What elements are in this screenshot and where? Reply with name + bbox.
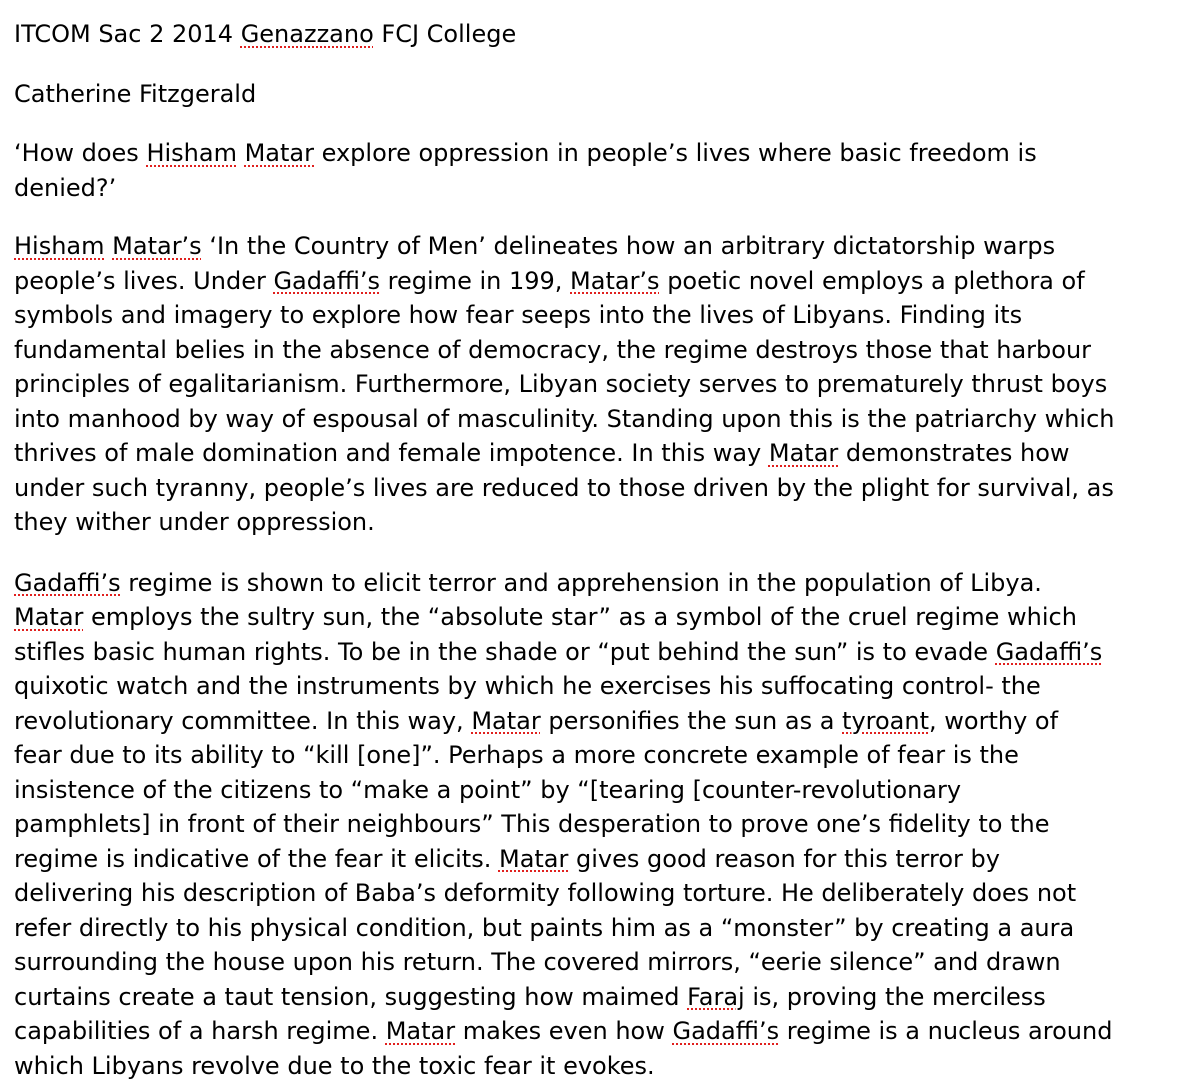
spellcheck-word: Matar’s [570,266,660,295]
paragraph-line: quixotic watch and the instruments by which he exercises his suffocating control- the [14,672,1041,700]
paragraph-line: fear due to its ability to “kill [one]”. Perhaps a more concrete example of fear is the [14,741,1019,769]
essay-question-line-2: denied?’ [14,173,117,202]
paragraph-line: fundamental belies in the absence of democracy, the regime destroys those that harbour [14,335,1092,364]
paragraph-line: which Libyans revolve due to the toxic fear it evokes. [14,1051,655,1080]
paragraph-line: regime is indicative of the fear it elicits. Matar gives good reason for this terror by [14,844,1000,873]
spellcheck-word: Gadaffi’s [14,568,121,597]
spellcheck-word: Gadaffi’s [672,1017,780,1045]
paragraph-introduction [14,229,1172,540]
paragraph-line: thrives of male domination and female impotence. In this way Matar demonstrates how [14,439,1070,467]
paragraph-line: pamphlets] in front of their neighbours” This desperation to prove one’s fidelity to the [14,810,1050,838]
essay-question: ‘How does Hisham Matar explore oppression in people’s lives where basic freedom is [14,139,1037,167]
paragraph-line: stifles basic human rights. To be in the shade or “put behind the sun” is to evade Gadaffi’s [14,637,1103,666]
paragraph-line: surrounding the house upon his return. The covered mirrors, “eerie silence” and drawn [14,948,1061,976]
spellcheck-word: Gadaffi’s [995,637,1103,666]
spellcheck-word: tyroant [842,706,930,735]
paragraph-line: capabilities of a harsh regime. Matar makes even how Gadaffi’s regime is a nucleus around [14,1017,1113,1045]
paragraph-line: into manhood by way of espousal of masculinity. Standing upon this is the patriarchy which [14,404,1115,433]
paragraph-line: refer directly to his physical condition, but paints him as a “monster” by creating a aura [14,913,1075,942]
spellcheck-word: Matar [471,706,541,735]
spellcheck-word: Matar [14,603,84,631]
spellcheck-word: Genazzano [240,20,374,48]
spellcheck-word: Matar [385,1017,456,1045]
spellcheck-word: Hisham [14,232,105,260]
header-line-course: ITCOM Sac 2 2014 Genazzano FCJ College [14,20,517,48]
spellcheck-word: Matar [244,139,314,167]
spellcheck-word: Faraj [687,982,745,1011]
paragraph-line: Matar employs the sultry sun, the “absolute star” as a symbol of the cruel regime which [14,603,1077,631]
paragraph-line: Gadaffi’s regime is shown to elicit terror and apprehension in the population of Libya. [14,568,1042,597]
paragraph-line: Hisham Matar’s ‘In the Country of Men’ delineates how an arbitrary dictatorship warps [14,232,1056,260]
author-name: Catherine Fitzgerald [14,80,257,108]
spellcheck-word: Matar [768,439,839,467]
paragraph-line: curtains create a taut tension, suggesting how maimed Faraj is, proving the merciless [14,982,1046,1011]
paragraph-line: insistence of the citizens to “make a point” by “[tearing [counter-revolutionary [14,775,962,804]
paragraph-line: under such tyranny, people’s lives are reduced to those driven by the plight for survival, as [14,473,1114,502]
spellcheck-word: Gadaffi’s [273,266,381,295]
spellcheck-word: Hisham [146,139,237,167]
paragraph-body-fear [14,566,1172,1084]
paragraph-line: revolutionary committee. In this way, Matar personifies the sun as a tyroant, worthy of [14,706,1059,735]
spellcheck-word: Matar’s [112,232,202,260]
paragraph-line: they wither under oppression. [14,508,375,536]
paragraph-line: principles of egalitarianism. Furthermore, Libyan society serves to prematurely thrust boys [14,370,1108,398]
spellcheck-word: Matar [498,844,569,873]
paragraph-line: delivering his description of Baba’s deformity following torture. He deliberately does not [14,879,1077,907]
paragraph-line: people’s lives. Under Gadaffi’s regime in 199, Matar’s poetic novel employs a plethora of [14,266,1085,295]
paragraph-line: symbols and imagery to explore how fear seeps into the lives of Libyans. Finding its [14,301,1023,329]
